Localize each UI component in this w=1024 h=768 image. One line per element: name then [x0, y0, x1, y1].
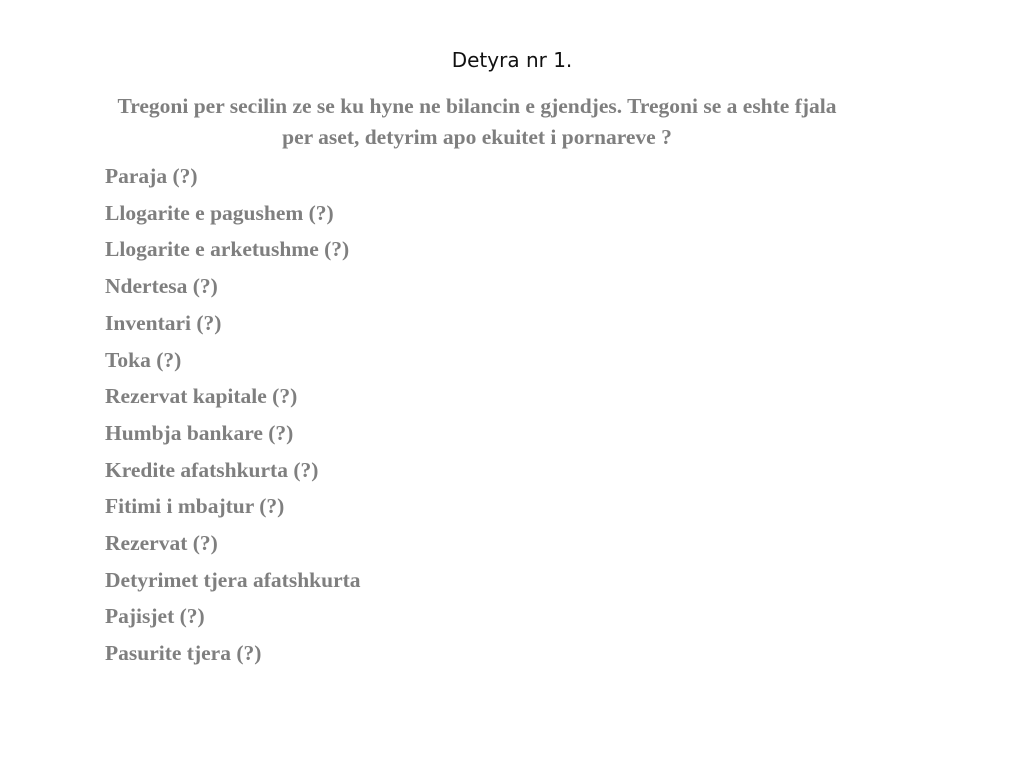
list-item: Inventari (?) [105, 310, 222, 335]
list-item: Llogarite e arketushme (?) [105, 237, 350, 262]
list-item: Rezervat (?) [105, 531, 218, 556]
list-item: Pajisjet (?) [105, 604, 205, 629]
instruction-text: Tregoni per secilin ze se ku hyne ne bilancin e gjendjes. Tregoni se a eshte fjala per aset, detyrim apo ekuitet i pornareve ? [117, 94, 837, 149]
list-item: Ndertesa (?) [105, 274, 218, 299]
list-item: Pasurite tjera (?) [105, 641, 262, 666]
list-item: Rezervat kapitale (?) [105, 384, 298, 409]
list-item: Toka (?) [105, 347, 182, 372]
list-item: Kredite afatshkurta (?) [105, 457, 319, 482]
list-item: Llogarite e pagushem (?) [105, 200, 334, 225]
list-item: Detyrimet tjera afatshkurta [105, 567, 361, 592]
slide-title: Detyra nr 1. [451, 48, 573, 72]
list-item: Humbja bankare (?) [105, 420, 294, 445]
item-list [105, 158, 361, 672]
list-item: Paraja (?) [105, 164, 198, 188]
list-item: Fitimi i mbajtur (?) [105, 494, 285, 519]
